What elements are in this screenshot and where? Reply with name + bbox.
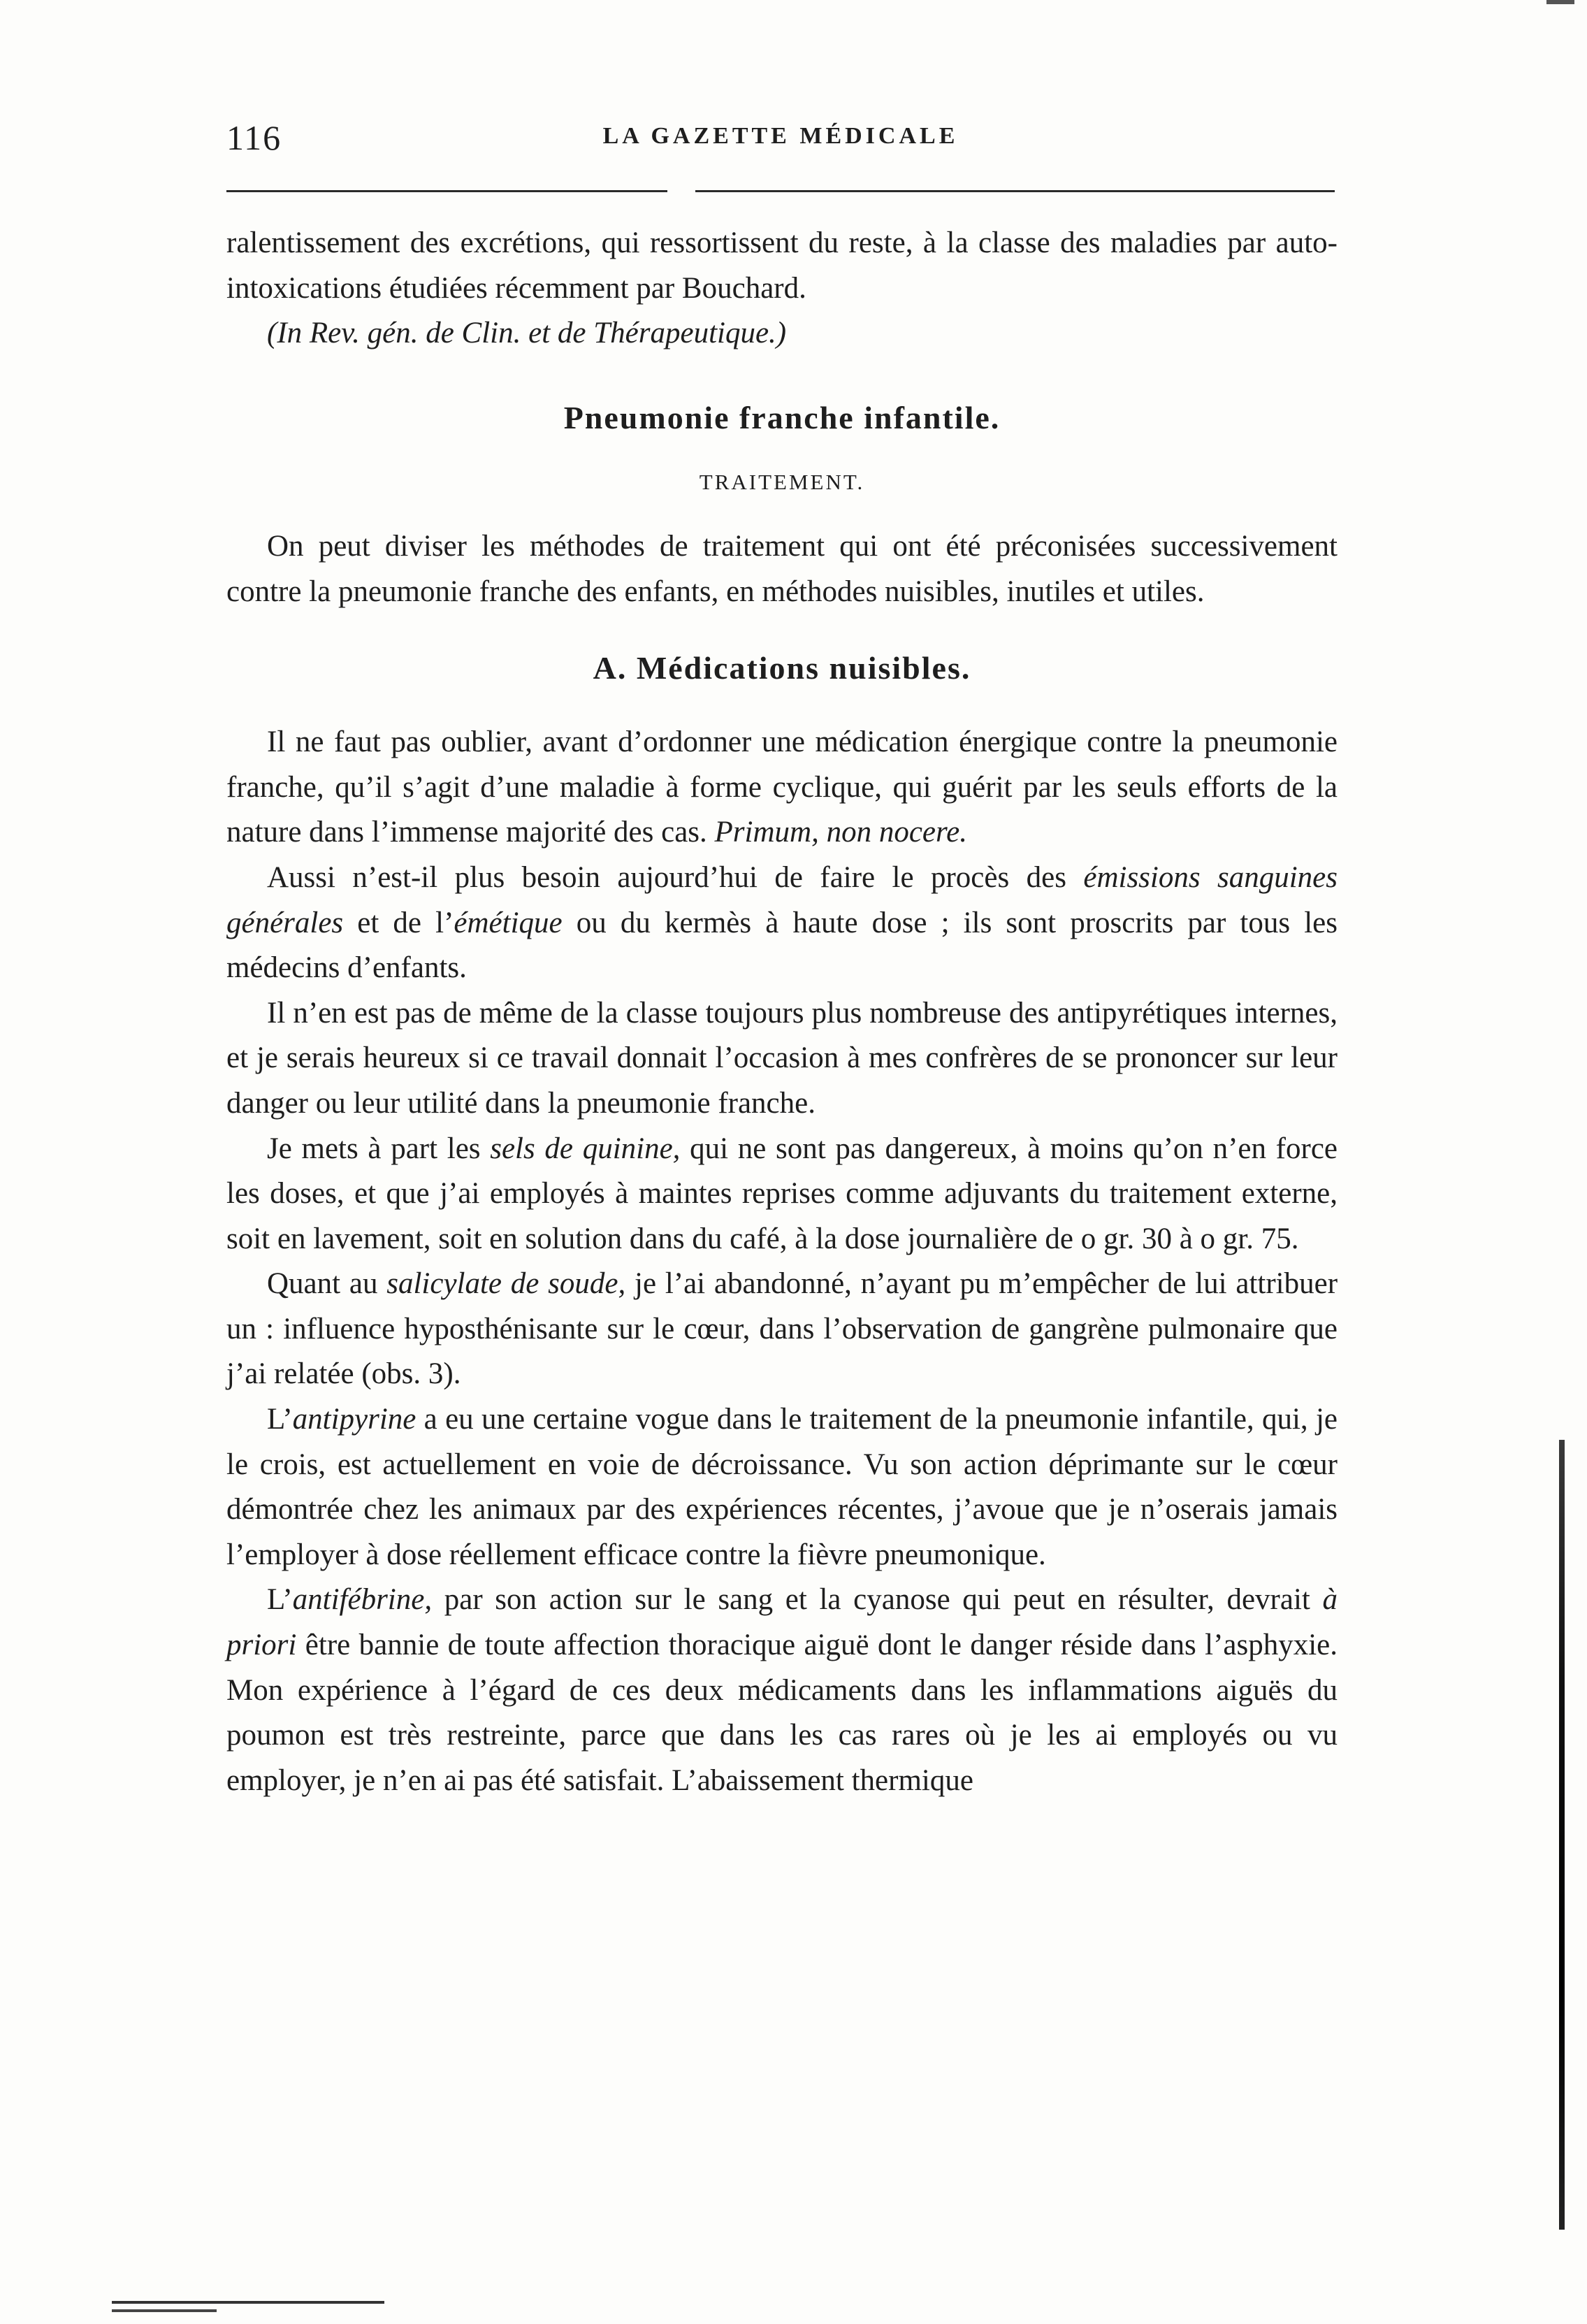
p6-italic-antipyrine: antipyrine: [292, 1403, 416, 1436]
scan-edge-mark: [1546, 0, 1574, 4]
header-rule: [226, 190, 1335, 192]
p4-italic-quinine: sels de quinine,: [490, 1132, 681, 1165]
page-number: 116: [226, 118, 282, 157]
p2-italic-emissions: émissions sanguines générales: [226, 860, 1338, 939]
p7-text-c: par son action sur le sang et la cyanose qui peut en résulter, devrait: [432, 1583, 1323, 1617]
p7-italic-antifebrine: antifébrine,: [292, 1583, 433, 1617]
p2-italic-emetique: émétique: [454, 906, 563, 939]
p2-text-a: Aussi n’est-il plus besoin aujourd’hui de faire le procès des: [267, 860, 1084, 894]
header-rule-gap: [667, 189, 695, 194]
footer-rule-secondary: [112, 2309, 217, 2312]
p4-text-c: qui ne sont pas dangereux, à moins qu’on n’en force les doses, et que j’ai employés à maintes reprises comme adjuvants du traitement externe, soit en lavement, soit en solution dans du café, à la dose journalière de o gr. 30 à o gr. 75.: [226, 1132, 1338, 1255]
running-head: [226, 117, 1335, 166]
section-intro-paragraph: On peut diviser les méthodes de traitement qui ont été préconisées successivement contre la pneumonie franche des enfants, en méthodes nuisibles, inutiles et utiles.: [226, 530, 1338, 608]
source-citation: [226, 311, 1338, 356]
body-text: [226, 221, 1338, 1803]
p6-text-c: a eu une certaine vogue dans le traitement de la pneumonie infantile, qui, je le crois, est actuellement en voie de décroissance. Vu son action déprimante sur le cœur démontrée chez les animaux par des expériences récentes, j’avoue que je n’oserais jamais l’employer à dose réellement efficace contre la fièvre pneumonique.: [226, 1403, 1338, 1571]
p7-text-e: être bannie de toute affection thoracique aiguë dont le danger réside dans l’asphyxie. Mon expérience à l’égard de ces deux médicaments dans les inflammations aiguës du poumon est très restreinte, parce que dans les cas rares où je les ai employés ou vu employer, je n’en ai pas été satisfait. L’abaissement thermique: [226, 1629, 1338, 1797]
p7-italic-a-priori: à priori: [226, 1583, 1338, 1662]
paragraph-6: [226, 1397, 1338, 1578]
section-subtitle: TRAITEMENT.: [699, 470, 865, 495]
p3-text: Il n’en est pas de même de la classe toujours plus nombreuse des antipyrétiques internes, et je serais heureux si ce travail donnait l’occasion à mes confrères de se prononcer sur leur danger ou leur utilité dans la pneumonie franche.: [226, 996, 1338, 1120]
paragraph-4: [226, 1127, 1338, 1262]
section-title: Pneumonie franche infantile.: [563, 399, 1001, 435]
p1-latin-quote: Primum, non nocere.: [714, 816, 967, 849]
source-citation-text: (In Rev. gén. de Clin. et de Thérapeutique.): [267, 317, 787, 350]
p5-text-a: Quant au: [267, 1267, 387, 1301]
journal-title: LA GAZETTE MÉDICALE: [602, 123, 959, 149]
paragraph-1: [226, 720, 1338, 856]
subsection-title: A. Médications nuisibles.: [593, 649, 971, 686]
scan-binding-edge: [1559, 1440, 1565, 2230]
intro-paragraph: ralentissement des excrétions, qui ressortissent du reste, à la classe des maladies par auto-intoxications étudiées récemment par Bouchard.: [226, 226, 1338, 305]
p7-text-a: L’: [267, 1583, 293, 1617]
paragraph-7: [226, 1578, 1338, 1803]
p2-text-e: ou du kermès à haute dose ; ils sont proscrits par tous les médecins d’enfants.: [226, 906, 1338, 985]
paragraph-3: [226, 991, 1338, 1127]
p5-text-c: je l’ai abandonné, n’ayant pu m’empêcher de lui attribuer un : influence hyposthénisante sur le cœur, dans l’observation de gangrène pulmonaire que j’ai relatée (obs. 3).: [226, 1267, 1338, 1391]
paragraph-5: [226, 1262, 1338, 1397]
p1-text: Il ne faut pas oublier, avant d’ordonner une médication énergique contre la pneumonie franche, qu’il s’agit d’une maladie à forme cyclique, qui guérit par les seuls efforts de la nature dans l’immense majorité des cas.: [226, 726, 1338, 849]
p6-text-a: L’: [267, 1403, 293, 1436]
p4-text-a: Je mets à part les: [267, 1132, 491, 1165]
paragraph-2: [226, 856, 1338, 991]
p5-italic-salicylate: salicylate de soude,: [386, 1267, 626, 1301]
footer-rule: [112, 2301, 384, 2304]
p2-text-c: et de l’: [343, 906, 454, 939]
